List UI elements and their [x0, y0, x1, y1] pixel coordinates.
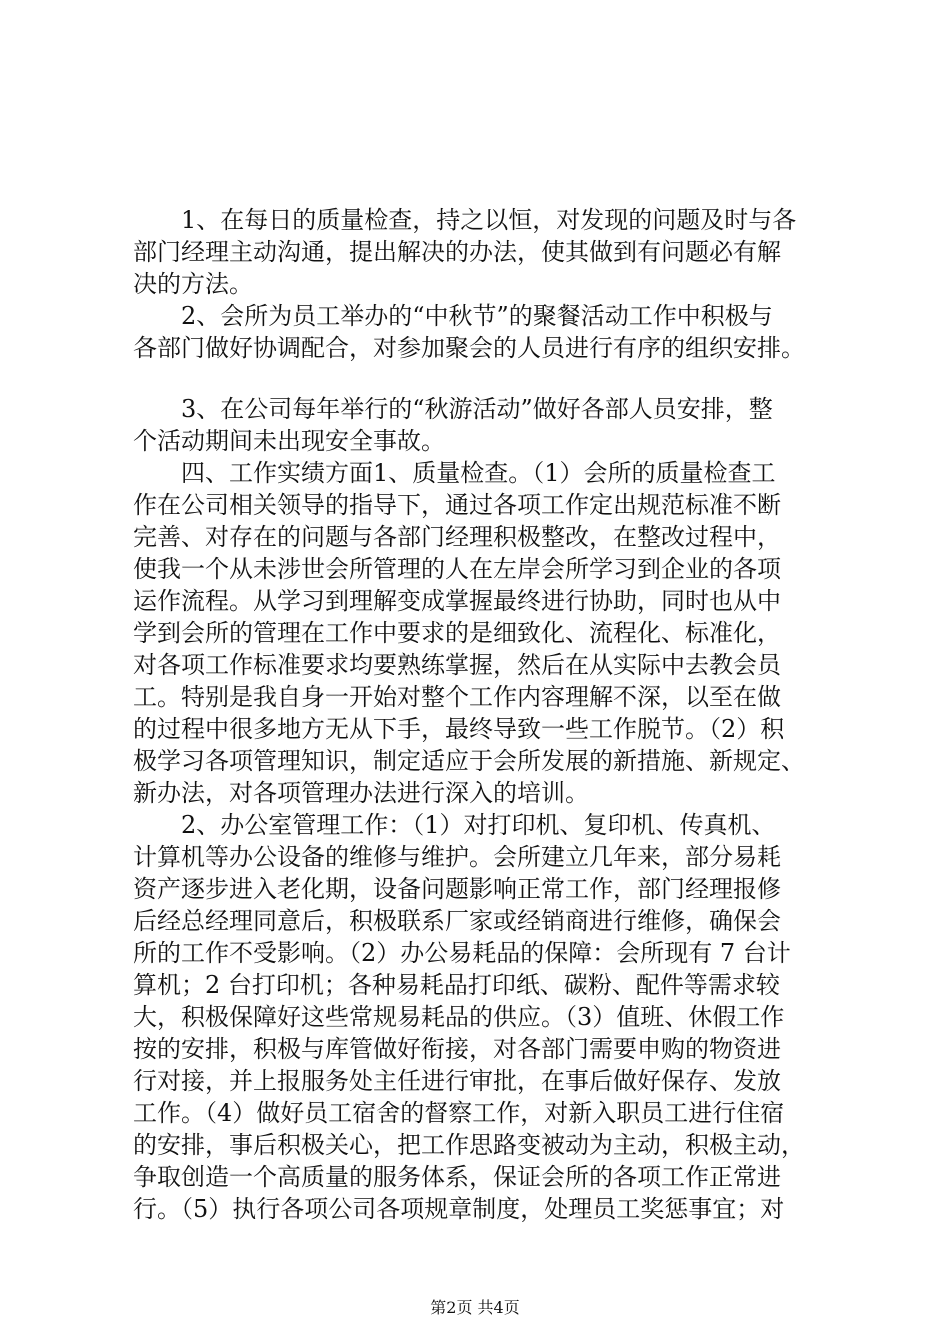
body-line: 工作。（4）做好员工宿舍的督察工作，对新入职员工进行住宿: [133, 1099, 785, 1127]
body-line: 行。（5）执行各项公司各项规章制度，处理员工奖惩事宜；对: [133, 1195, 785, 1223]
body-line: 算机；2 台打印机；各种易耗品打印纸、碳粉、配件等需求较: [133, 971, 780, 999]
body-line: 计算机等办公设备的维修与维护。会所建立几年来，部分易耗: [133, 843, 781, 871]
body-line: 大，积极保障好这些常规易耗品的供应。（3）值班、休假工作: [133, 1003, 785, 1031]
body-line: 3、在公司每年举行的“秋游活动”做好各部人员安排，整: [133, 395, 773, 423]
body-line: 争取创造一个高质量的服务体系，保证会所的各项工作正常进: [133, 1163, 781, 1191]
body-line: 完善、对存在的问题与各部门经理积极整改，在整改过程中，: [133, 523, 781, 551]
body-line: 行对接，并上报服务处主任进行审批，在事后做好保存、发放: [133, 1067, 781, 1095]
body-line: 新办法，对各项管理办法进行深入的培训。: [133, 779, 589, 807]
body-line: 部门经理主动沟通，提出解决的办法，使其做到有问题必有解: [133, 238, 781, 266]
body-line: 所的工作不受影响。（2）办公易耗品的保障：会所现有 7 台计: [133, 939, 791, 967]
body-line: 各部门做好协调配合，对参加聚会的人员进行有序的组织安排。: [133, 334, 805, 362]
body-line: 2、办公室管理工作：（1）对打印机、复印机、传真机、: [133, 811, 776, 839]
body-line: 四、工作实绩方面1、质量检查。（1）会所的质量检查工: [133, 459, 776, 487]
body-line: 资产逐步进入老化期，设备问题影响正常工作，部门经理报修: [133, 875, 781, 903]
body-line: 对各项工作标准要求均要熟练掌握，然后在从实际中去教会员: [133, 651, 781, 679]
body-line: 2、会所为员工举办的“中秋节”的聚餐活动工作中积极与: [133, 302, 773, 330]
body-line: 1、在每日的质量检查，持之以恒，对发现的问题及时与各: [133, 206, 797, 234]
body-line: 使我一个从未涉世会所管理的人在左岸会所学习到企业的各项: [133, 555, 781, 583]
body-line: 极学习各项管理知识，制定适应于会所发展的新措施、新规定、: [133, 747, 805, 775]
body-line: 工。特别是我自身一开始对整个工作内容理解不深，以至在做: [133, 683, 781, 711]
body-line: 运作流程。从学习到理解变成掌握最终进行协助，同时也从中: [133, 587, 781, 615]
body-line: 按的安排，积极与库管做好衔接，对各部门需要申购的物资进: [133, 1035, 781, 1063]
body-line: 的过程中很多地方无从下手，最终导致一些工作脱节。（2）积: [133, 715, 785, 743]
body-line: 决的方法。: [133, 270, 253, 298]
body-line: 学到会所的管理在工作中要求的是细致化、流程化、标准化，: [133, 619, 781, 647]
body-line: 后经总经理同意后，积极联系厂家或经销商进行维修，确保会: [133, 907, 781, 935]
body-line: 的安排，事后积极关心，把工作思路变被动为主动，积极主动，: [133, 1131, 805, 1159]
body-line: 作在公司相关领导的指导下，通过各项工作定出规范标准不断: [133, 491, 781, 519]
body-line: 个活动期间未出现安全事故。: [133, 427, 445, 455]
page-footer: 第2页 共4页: [430, 1298, 520, 1317]
